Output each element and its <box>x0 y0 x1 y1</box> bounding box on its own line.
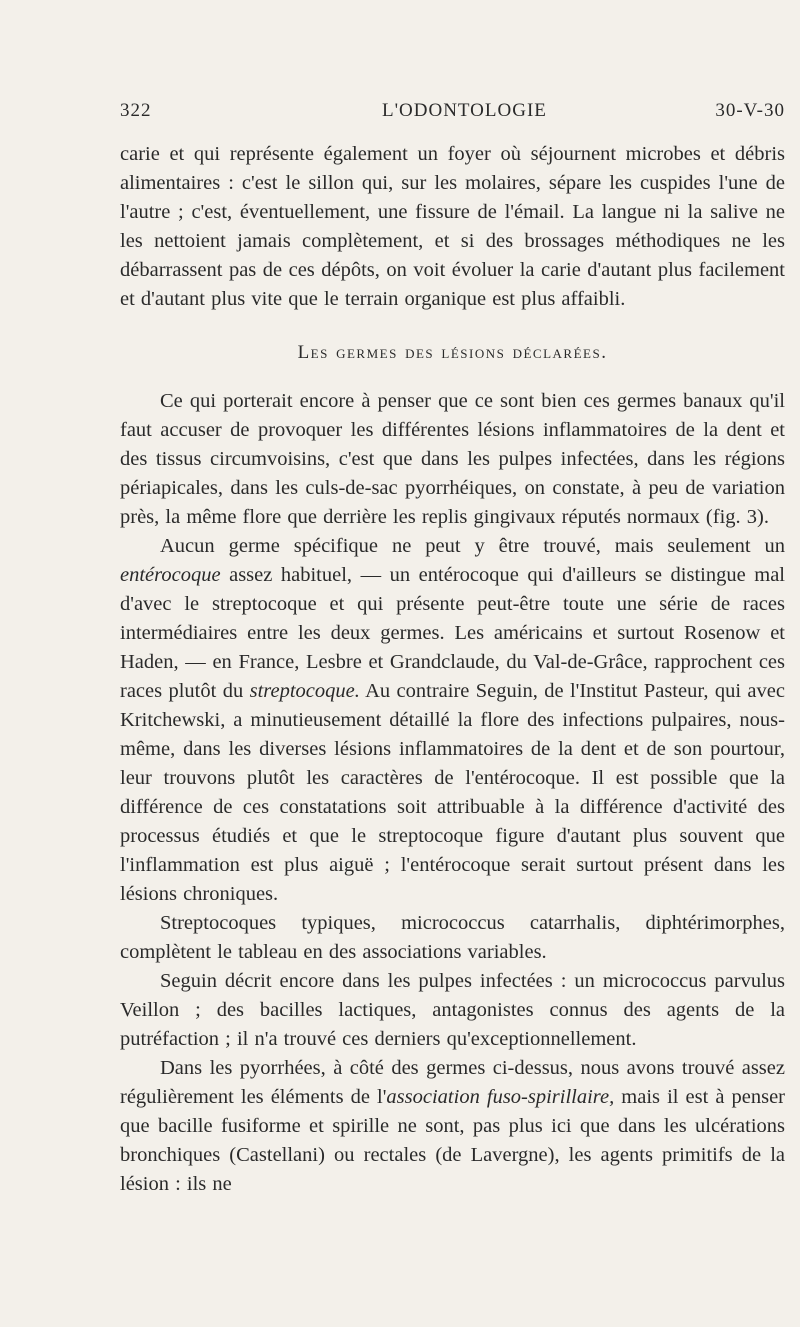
running-header <box>120 100 785 130</box>
journal-title: L'ODONTOLOGIE <box>382 100 547 121</box>
page-number: 322 <box>120 100 152 121</box>
italic-term-fuso-spirillaire: association fuso-spirillaire, <box>386 1086 615 1108</box>
issue-date: 30-V-30 <box>715 100 785 121</box>
paragraph-germes-banaux: Ce qui porterait encore à penser que ce sont bien ces germes banaux qu'il faut accuser de provoquer les différentes lésions inflammatoires de la dent et des tissus circumvoisins, c'est que dans les pulpes infectées, dans les régions périapicales, dans les culs-de-sac pyorrhéiques, on constate, à peu de variation près, la même flore que derrière les replis gingivaux réputés normaux (fig. 3). <box>120 390 785 528</box>
italic-term-streptocoque: streptocoque. <box>249 680 360 702</box>
paragraph-carie: carie et qui représente également un foyer où séjournent microbes et débris alimentaires : c'est le sillon qui, sur les molaires, sépare les cuspides l'une de l'autre ; c'est, éventuellement, une fissure de l'émail. La langue ni la salive ne les nettoient jamais complètement, et si des brossages méthodiques ne les débarrassent pas de ces dépôts, on voit évoluer la carie d'autant plus facilement et d'autant plus vite que le terrain organique est plus affaibli. <box>120 143 785 310</box>
paragraph-pyorrhees <box>120 1054 785 1199</box>
paragraph-seguin: Seguin décrit encore dans les pulpes infectées : un micrococcus parvulus Veillon ; des bacilles lactiques, antagonistes connus des agents de la putréfaction ; il n'a trouvé ces derniers qu'exceptionnellement. <box>120 970 785 1050</box>
section-heading: Les germes des lésions déclarées. <box>297 342 608 363</box>
text-segment: mais il est à penser que bacille fusiforme et spirille ne sont, pas plus ici que dans les ulcérations bronchiques (Castellani) ou rectales (de Lavergne), les agents primitifs de la lésion : ils ne <box>120 1086 786 1195</box>
paragraph-enterocoque <box>120 532 785 909</box>
paragraph-streptocoques: Streptocoques typiques, micrococcus catarrhalis, diphtérimorphes, complètent le tableau en des associations variables. <box>120 912 785 963</box>
text-segment: Dans les pyorrhées, à côté des germes ci-dessus, nous avons trouvé assez régulièrement les éléments de l' <box>120 1057 785 1108</box>
text-segment: Aucun germe spécifique ne peut y être trouvé, mais seulement un <box>160 535 785 557</box>
italic-term-enterocoque: entérocoque <box>120 564 221 586</box>
text-segment: Au contraire Seguin, de l'Institut Pasteur, qui avec Kritchewski, a minutieusement détaillé la flore des infections pulpaires, nous-même, dans les diverses lésions inflammatoires de la dent et de son pourtour, leur trouvons plutôt les caractères de l'entérocoque. Il est possible que la différence de ces constatations soit attribuable à la différence d'activité des processus étudiés et que le streptocoque figure d'autant plus souvent que l'inflammation est plus aiguë ; l'entérocoque serait surtout présent dans les lésions chroniques. <box>120 680 785 905</box>
text-segment: assez habituel, — un entérocoque qui d'ailleurs se distingue mal d'avec le streptocoque et qui présente peut-être toute une série de races intermédiaires entre les deux germes. Les américains et surtout Rosenow et Haden, — en France, Lesbre et Grandclaude, du Val-de-Grâce, rapprochent ces races plutôt du <box>120 564 785 702</box>
body-text <box>120 140 785 1199</box>
